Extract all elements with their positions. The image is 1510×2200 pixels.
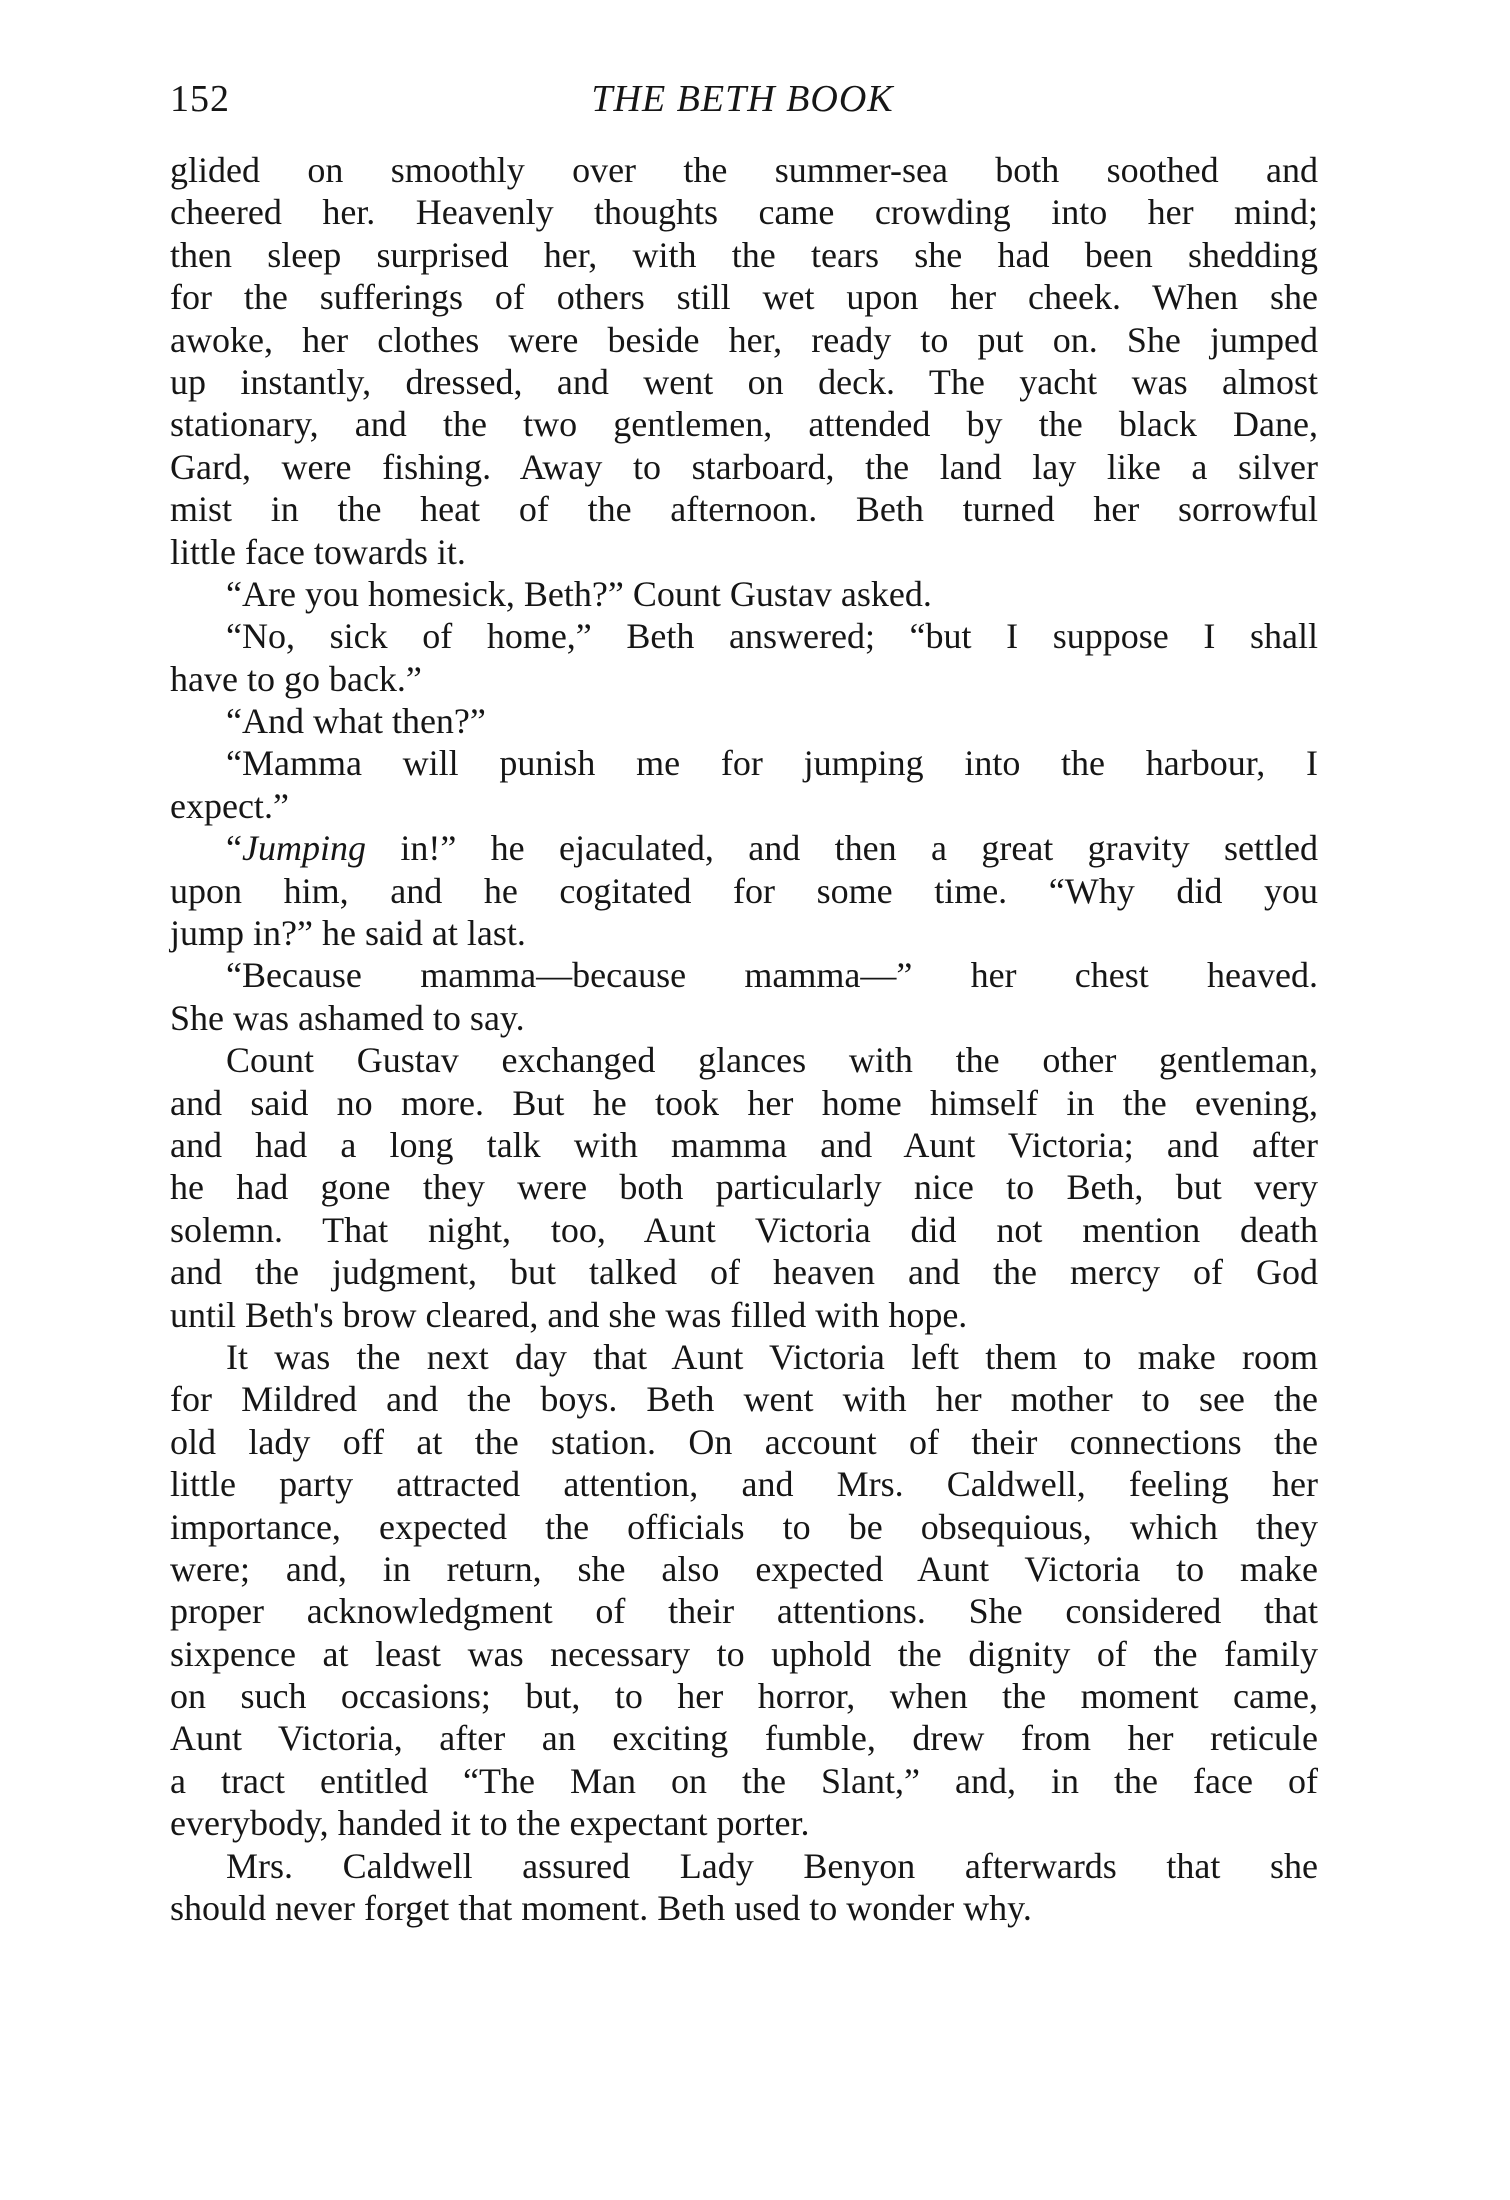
open-quote: “ bbox=[226, 828, 242, 869]
text-line: little party attracted attention, and Mrs. Caldwell, feeling her bbox=[170, 1464, 1318, 1505]
page-number: 152 bbox=[170, 78, 230, 120]
text-line: sixpence at least was necessary to uphold the dignity of the family bbox=[170, 1633, 1318, 1674]
text-line: upon him, and he cogitated for some time. “Why did you bbox=[170, 870, 1318, 911]
italic-word: Jumping bbox=[241, 828, 366, 869]
text-line: Gard, were fishing. Away to starboard, the land lay like a silver bbox=[170, 446, 1318, 487]
text-line: awoke, her clothes were beside her, ready to put on. She jumped bbox=[170, 319, 1318, 360]
text-line: and had a long talk with mamma and Aunt Victoria; and after bbox=[170, 1124, 1318, 1165]
text-line: proper acknowledgment of their attentions. She considered that bbox=[170, 1591, 1318, 1632]
text-line: old lady off at the station. On account of their connections the bbox=[170, 1421, 1318, 1462]
text-line: glided on smoothly over the summer-sea both soothed and bbox=[170, 150, 1318, 190]
text-line: little face towards it. bbox=[170, 531, 466, 572]
text-line: “Mamma will punish me for jumping into the harbour, I bbox=[226, 743, 1318, 784]
text-line: solemn. That night, too, Aunt Victoria did not mention death bbox=[170, 1209, 1318, 1250]
text-line: mist in the heat of the afternoon. Beth turned her sorrowful bbox=[170, 489, 1318, 530]
text-line: “And what then?” bbox=[226, 701, 486, 742]
page-header bbox=[170, 74, 1315, 124]
text-line: on such occasions; but, to her horror, when the moment came, bbox=[170, 1676, 1318, 1717]
text-line: She was ashamed to say. bbox=[170, 997, 525, 1038]
text-line: everybody, handed it to the expectant porter. bbox=[170, 1803, 810, 1844]
text-line: for Mildred and the boys. Beth went with her mother to see the bbox=[170, 1379, 1318, 1420]
text-line: a tract entitled “The Man on the Slant,” and, in the face of bbox=[170, 1760, 1318, 1801]
text-line: stationary, and the two gentlemen, attended by the black Dane, bbox=[170, 404, 1318, 445]
text-line: Aunt Victoria, after an exciting fumble, drew from her reticule bbox=[170, 1718, 1318, 1759]
text-line: expect.” bbox=[170, 785, 289, 826]
text-line: Mrs. Caldwell assured Lady Benyon afterwards that she bbox=[226, 1845, 1318, 1886]
text-line: then sleep surprised her, with the tears she had been shedding bbox=[170, 234, 1318, 275]
text-line: were; and, in return, she also expected Aunt Victoria to make bbox=[170, 1548, 1318, 1589]
text-line: until Beth's brow cleared, and she was filled with hope. bbox=[170, 1294, 968, 1335]
text-line: “Are you homesick, Beth?” Count Gustav asked. bbox=[226, 573, 932, 614]
text-line: jump in?” he said at last. bbox=[170, 913, 526, 954]
text-line: “No, sick of home,” Beth answered; “but I suppose I shall bbox=[226, 616, 1318, 657]
line-rest: in!” he ejaculated, and then a great gravity settled bbox=[365, 828, 1318, 869]
text-line: Count Gustav exchanged glances with the other gentleman, bbox=[226, 1040, 1318, 1081]
text-line: have to go back.” bbox=[170, 658, 422, 699]
running-title: THE BETH BOOK bbox=[591, 78, 894, 120]
text-line: “Because mamma—because mamma—” her chest heaved. bbox=[226, 955, 1318, 996]
text-line: It was the next day that Aunt Victoria left them to make room bbox=[226, 1336, 1318, 1377]
text-line: importance, expected the officials to be obsequious, which they bbox=[170, 1506, 1318, 1547]
body-text bbox=[170, 149, 1318, 1929]
text-line bbox=[170, 827, 1318, 869]
text-line: and the judgment, but talked of heaven and the mercy of God bbox=[170, 1252, 1318, 1293]
text-line: and said no more. But he took her home himself in the evening, bbox=[170, 1082, 1318, 1123]
text-line: cheered her. Heavenly thoughts came crowding into her mind; bbox=[170, 192, 1318, 233]
text-line: up instantly, dressed, and went on deck. The yacht was almost bbox=[170, 361, 1318, 402]
text-line: should never forget that moment. Beth used to wonder why. bbox=[170, 1888, 1032, 1929]
text-line: he had gone they were both particularly nice to Beth, but very bbox=[170, 1167, 1318, 1208]
text-line: for the sufferings of others still wet upon her cheek. When she bbox=[170, 277, 1318, 318]
